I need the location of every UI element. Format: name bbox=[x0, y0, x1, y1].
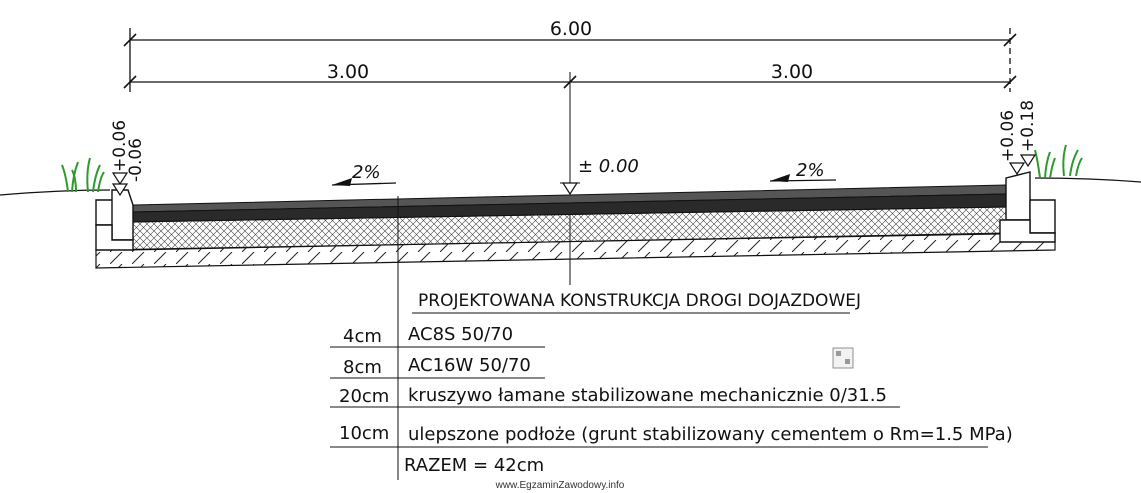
level-marker-left bbox=[110, 120, 146, 195]
level-right-bottom-label: +0.18 bbox=[1018, 99, 1038, 152]
construction-title: PROJEKTOWANA KONSTRUKCJA DROGI DOJAZDOWEJ bbox=[418, 291, 862, 311]
dimension-right-label: 3.00 bbox=[770, 61, 814, 83]
slope-right-label: 2% bbox=[796, 160, 825, 181]
slope-right bbox=[770, 160, 836, 182]
dimension-total-label: 6.00 bbox=[549, 18, 593, 40]
grass-right-icon bbox=[1035, 145, 1082, 178]
layer-2-thickness: 8cm bbox=[343, 357, 382, 378]
level-left-bottom-label: -0.06 bbox=[126, 138, 146, 182]
layer-1-description: AC8S 50/70 bbox=[408, 324, 514, 345]
slope-left-label: 2% bbox=[352, 162, 381, 183]
layer-4-thickness: 10cm bbox=[339, 423, 390, 444]
layer-3-thickness: 20cm bbox=[339, 386, 390, 407]
construction-table bbox=[330, 324, 1013, 476]
level-marker-center bbox=[560, 156, 639, 194]
layer-3-description: kruszywo łamane stabilizowane mechanicznie 0/31.5 bbox=[408, 385, 887, 406]
layer-2-description: AC16W 50/70 bbox=[408, 355, 531, 376]
level-left-top-label: +0.06 bbox=[110, 119, 130, 172]
watermark-url: www.EgzaminZawodowy.info bbox=[495, 480, 625, 491]
level-center-label: ± 0.00 bbox=[578, 156, 639, 177]
terrain-right bbox=[1035, 178, 1141, 182]
level-right-top-label: +0.06 bbox=[998, 109, 1018, 162]
slope-left bbox=[332, 162, 396, 186]
layer-4-description: ulepszone podłoże (grunt stabilizowany cementem o Rm=1.5 MPa) bbox=[408, 424, 1013, 445]
ez-info-logo bbox=[833, 348, 853, 368]
construction-total: RAZEM = 42cm bbox=[404, 455, 545, 476]
level-marker-right bbox=[998, 100, 1038, 174]
dimension-left-label: 3.00 bbox=[326, 61, 370, 83]
grass-left-icon bbox=[62, 158, 104, 192]
curb-right bbox=[1000, 172, 1055, 242]
layer-1-thickness: 4cm bbox=[343, 326, 382, 347]
curb-left bbox=[96, 190, 133, 250]
